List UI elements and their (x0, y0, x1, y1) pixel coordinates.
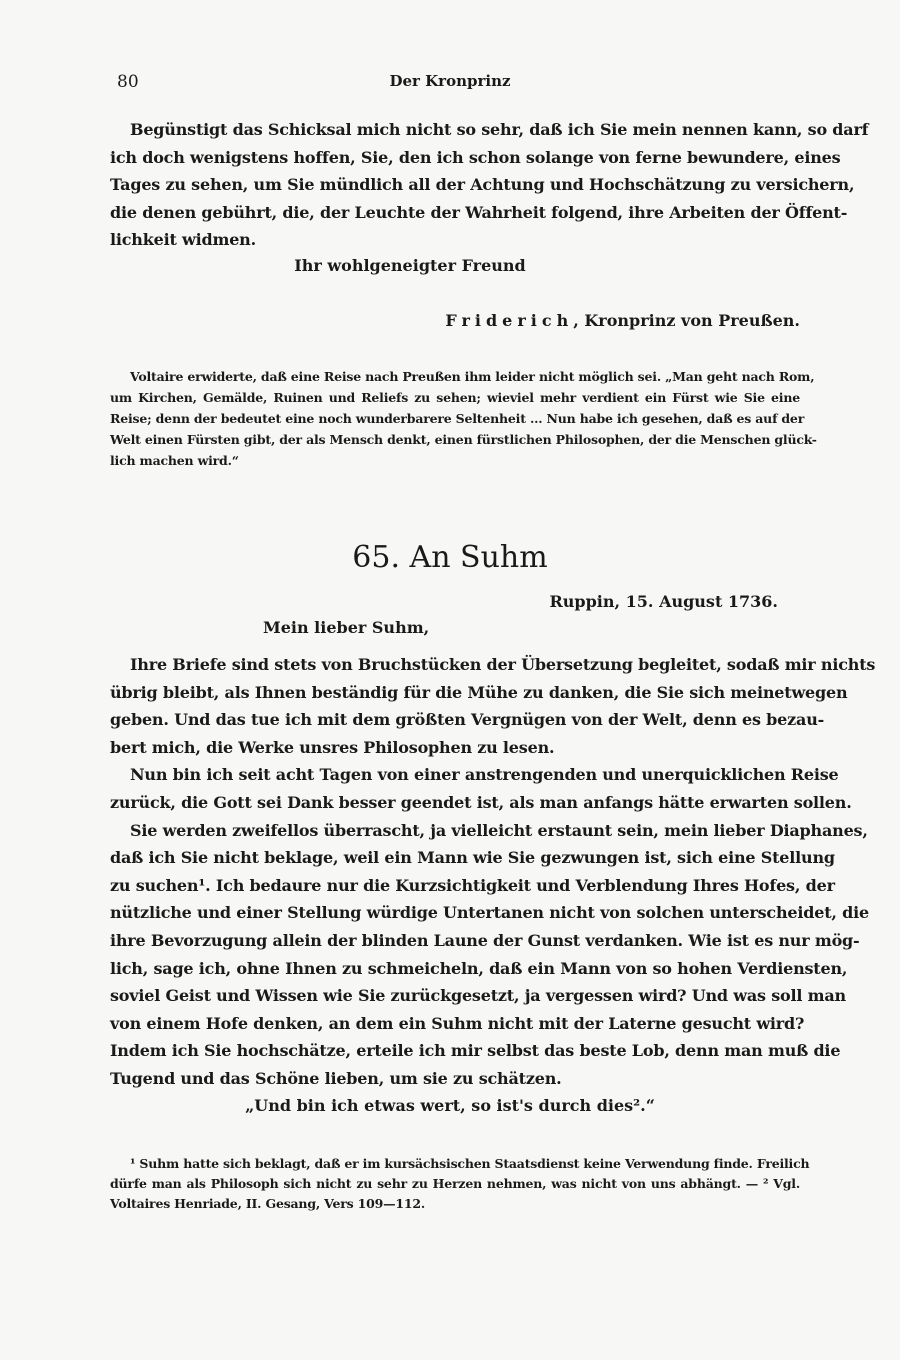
signature-title: , Kronprinz von Preußen. (573, 311, 800, 330)
text-line: dürfe man als Philosoph sich nicht zu sehr zu Herzen nehmen, was nicht von uns abhängt. — ² Vgl. (110, 1176, 800, 1191)
signature (445, 311, 800, 330)
text-line: lich machen wird.“ (110, 453, 239, 468)
salutation: Mein lieber Suhm, (263, 618, 430, 637)
text-line: die denen gebührt, die, der Leuchte der Wahrheit folgend, ihre Arbeiten der Öffent- (110, 202, 848, 222)
text-line: daß ich Sie nicht beklage, weil ein Mann wie Sie gezwungen ist, sich eine Stellung (110, 848, 835, 868)
text-line: übrig bleibt, als Ihnen beständig für die Mühe zu danken, die Sie sich meinetwegen (110, 682, 848, 702)
text-line: Voltaires Henriade, II. Gesang, Vers 109—112. (110, 1196, 426, 1211)
running-head: Der Kronprinz (389, 72, 511, 90)
closing: Ihr wohlgeneigter Freund (294, 256, 526, 275)
text-line: lichkeit widmen. (110, 230, 256, 250)
editorial-note (110, 366, 817, 471)
text-line: zu suchen¹. Ich bedaure nur die Kurzsichtigkeit und Verblendung Ihres Hofes, der (110, 875, 835, 895)
text-line: Welt einen Fürsten gibt, der als Mensch denkt, einen fürstlichen Philosophen, der die Menschen glück- (110, 432, 817, 447)
place-date: Ruppin, 15. August 1736. (549, 592, 778, 611)
text-line: Indem ich Sie hochschätze, erteile ich mir selbst das beste Lob, denn man muß die (110, 1041, 841, 1061)
text-line: Reise; denn der bedeutet eine noch wunderbarere Seltenheit ... Nun habe ich gesehen, daß es auf der (110, 411, 805, 426)
text-line: um Kirchen, Gemälde, Ruinen und Reliefs zu sehen; wieviel mehr verdient ein Fürst wie Sie eine (110, 390, 800, 405)
footnotes (110, 1154, 810, 1214)
page-number: 80 (117, 72, 139, 92)
text-line: lich, sage ich, ohne Ihnen zu schmeicheln, daß ein Mann von so hohen Verdiensten, (110, 958, 848, 978)
text-line: zurück, die Gott sei Dank besser geendet ist, als man anfangs hätte erwarten sollen. (110, 792, 852, 812)
text-line: geben. Und das tue ich mit dem größten Vergnügen von der Welt, denn es bezau- (110, 710, 825, 730)
text-line: bert mich, die Werke unsres Philosophen zu lesen. (110, 737, 555, 757)
verse-quote: „Und bin ich etwas wert, so ist's durch dies².“ (245, 1096, 655, 1115)
text-line: Tages zu sehen, um Sie mündlich all der Achtung und Hochschätzung zu versichern, (110, 175, 855, 195)
text-line: soviel Geist und Wissen wie Sie zurückgesetzt, ja vergessen wird? Und was soll man (110, 986, 846, 1006)
text-line: Sie werden zweifellos überrascht, ja vielleicht erstaunt sein, mein lieber Diaphanes, (130, 820, 868, 840)
text-line: Begünstigt das Schicksal mich nicht so sehr, daß ich Sie mein nennen kann, so darf (130, 120, 869, 139)
signature-name: Friderich (445, 311, 574, 330)
text-line: nützliche und einer Stellung würdige Untertanen nicht von solchen unterscheidet, die (110, 903, 870, 923)
text-line: Ihre Briefe sind stets von Bruchstücken der Übersetzung begleitet, sodaß mir nichts (130, 655, 876, 674)
text-line: Voltaire erwiderte, daß eine Reise nach Preußen ihm leider nicht möglich sei. „Man geht nach Rom, (130, 369, 815, 384)
letter-end-text (110, 116, 869, 254)
letter-body (110, 651, 876, 1093)
text-line: Tugend und das Schöne lieben, um sie zu schätzen. (110, 1068, 562, 1088)
text-line: Nun bin ich seit acht Tagen von einer anstrengenden und unerquicklichen Reise (130, 765, 839, 785)
text-line: ihre Bevorzugung allein der blinden Laune der Gunst verdanken. Wie ist es nur mög- (110, 930, 860, 950)
text-line: von einem Hofe denken, an dem ein Suhm nicht mit der Laterne gesucht wird? (110, 1013, 805, 1033)
text-line: ¹ Suhm hatte sich beklagt, daß er im kursächsischen Staatsdienst keine Verwendung finde. Freilich (130, 1156, 810, 1171)
text-line: ich doch wenigstens hoffen, Sie, den ich schon solange von ferne bewundere, eines (110, 147, 841, 167)
letter-title: 65. An Suhm (352, 540, 548, 575)
